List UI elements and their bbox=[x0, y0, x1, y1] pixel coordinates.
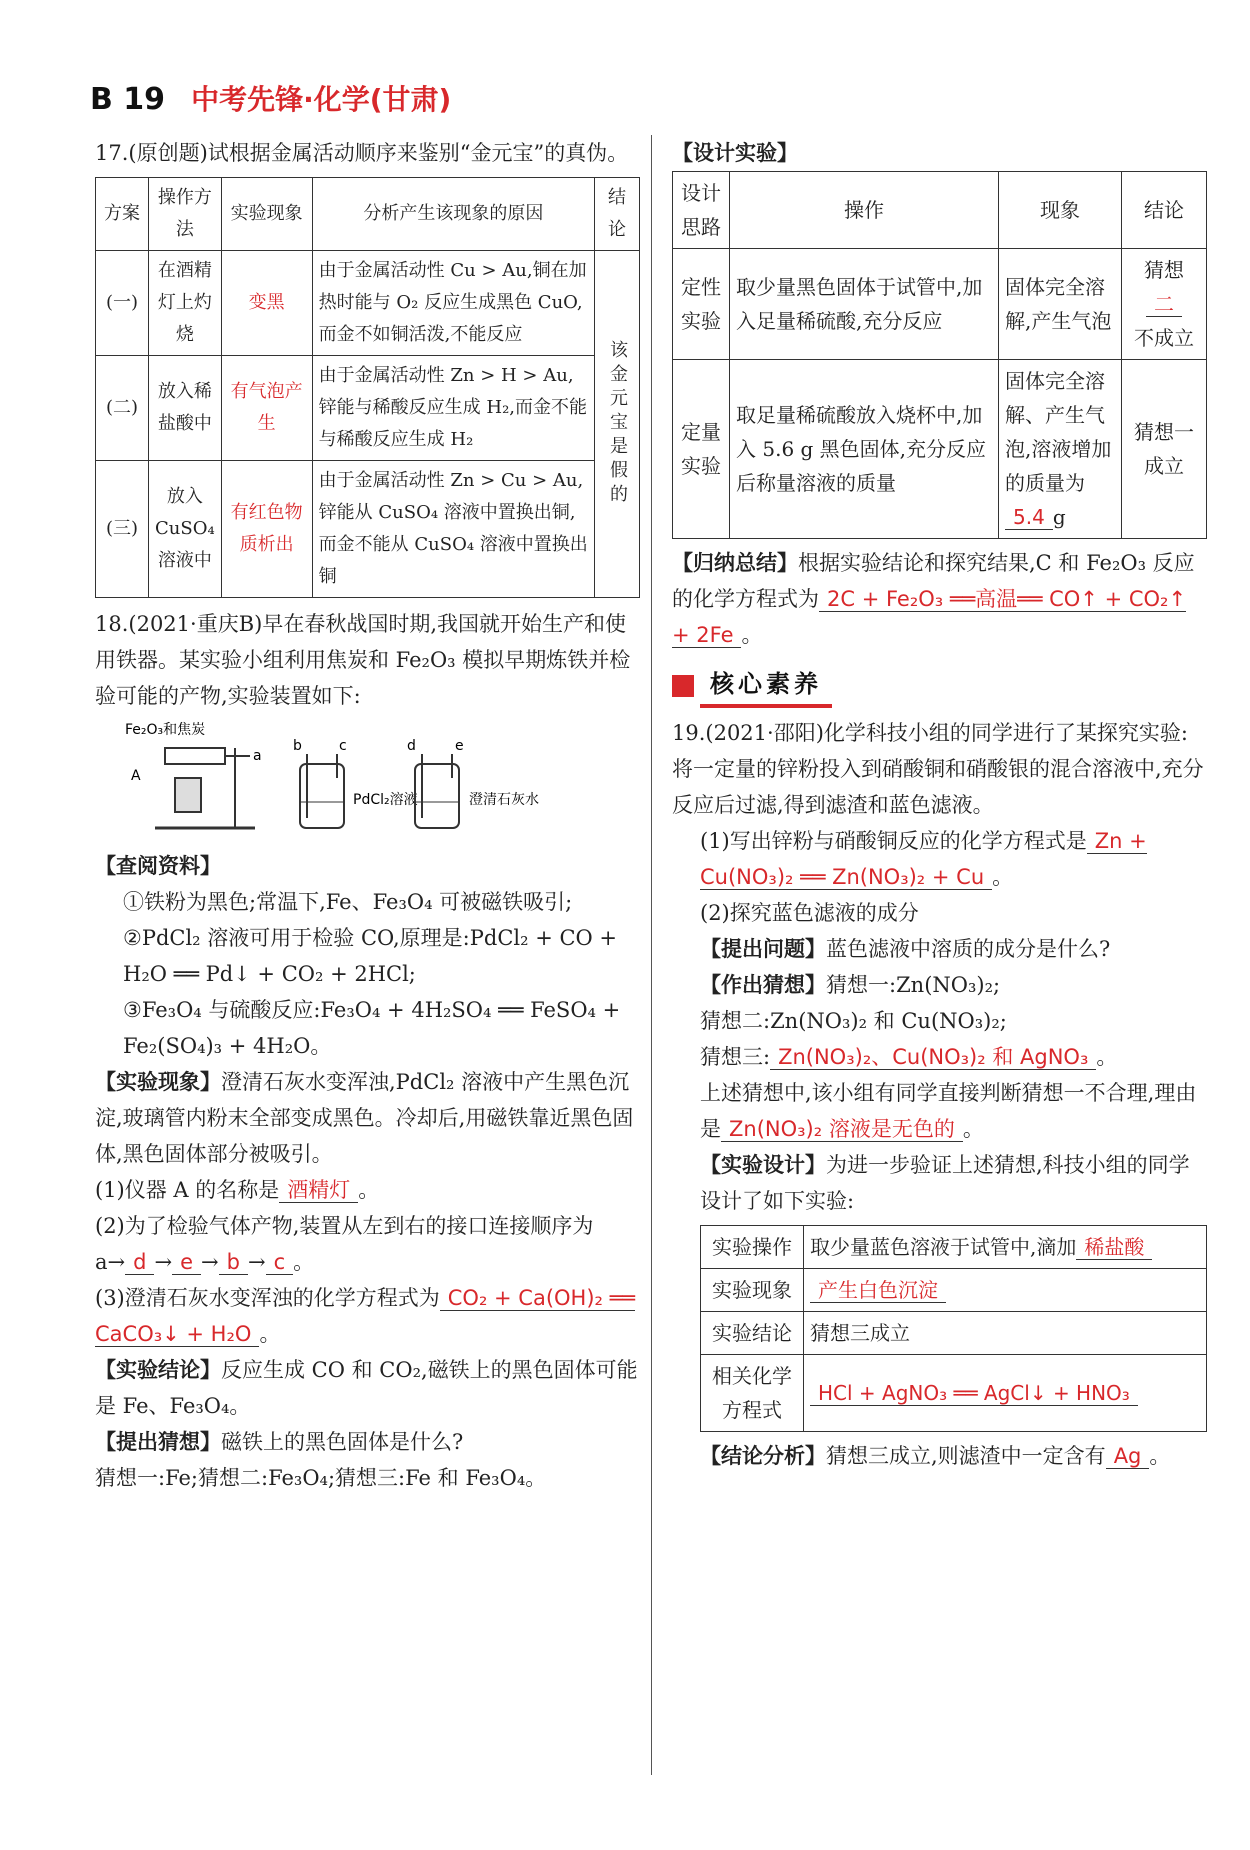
reason-text: 上述猜想中,该小组有同学直接判断猜想一不合理,理由是 bbox=[700, 1081, 1197, 1141]
phenomenon-paragraph bbox=[95, 1064, 640, 1172]
q19-stem: 19.(2021·邵阳)化学科技小组的同学进行了某探究实验:将一定量的锌粉投入到硝酸铜和硝酸银的混合溶液中,充分反应后过滤,得到滤渣和蓝色滤液。 bbox=[672, 721, 1204, 817]
design-tag: 【设计实验】 bbox=[672, 141, 798, 165]
phen-pre: 固体完全溶解、产生气泡,溶液增加的质量为 bbox=[1005, 369, 1112, 495]
key-cell: 实验结论 bbox=[701, 1312, 804, 1355]
info-1: ①铁粉为黑色;常温下,Fe、Fe₃O₄ 可被磁铁吸引; bbox=[123, 890, 573, 914]
banner-title: 核心素养 bbox=[700, 664, 832, 708]
question-text: 蓝色滤液中溶质的成分是什么? bbox=[826, 937, 1111, 961]
label-fe2o3: Fe₂O₃和焦炭 bbox=[125, 722, 206, 738]
guess-paragraph bbox=[95, 1424, 640, 1460]
op-cell: 在酒精灯上灼烧 bbox=[149, 251, 222, 356]
label-c: c bbox=[339, 738, 347, 754]
label-e: e bbox=[455, 738, 464, 754]
sub2-text: (2)为了检验气体产物,装置从左到右的接口连接顺序为 a→ bbox=[95, 1214, 594, 1274]
q19-table bbox=[700, 1225, 1207, 1432]
op-cell: 取足量稀硫酸放入烧杯中,加入 5.6 g 黑色固体,充分反应后称量溶液的质量 bbox=[730, 360, 999, 539]
idea-cell: 定量实验 bbox=[673, 360, 730, 539]
answer-blank: 二 bbox=[1146, 292, 1182, 317]
q18-sub2: (2)为了检验气体产物,装置从左到右的接口连接顺序为 a→ d → e → b → c 。 bbox=[95, 1214, 594, 1274]
answer-blank: 产生白色沉淀 bbox=[810, 1278, 946, 1303]
label-a: a bbox=[253, 748, 262, 764]
answer-blank: 稀盐酸 bbox=[1076, 1235, 1152, 1260]
answer-blank: d bbox=[125, 1250, 154, 1275]
reason-paragraph: 上述猜想中,该小组有同学直接判断猜想一不合理,理由是 Zn(NO₃)₂ 溶液是无色的 。 bbox=[700, 1081, 1197, 1141]
answer-blank: HCl + AgNO₃ ══ AgCl↓ + HNO₃ bbox=[810, 1381, 1138, 1406]
analysis-tag: 【结论分析】 bbox=[700, 1444, 826, 1468]
guess-paragraph bbox=[672, 967, 1207, 1003]
analysis-text: 猜想三成立,则滤渣中一定含有 bbox=[826, 1444, 1106, 1468]
phen-cell: 固体完全溶解,产生气泡 bbox=[999, 249, 1122, 360]
table-row bbox=[96, 461, 640, 598]
answer-blank: Zn + Cu(NO₃)₂ ══ Zn(NO₃)₂ + Cu bbox=[700, 829, 1147, 889]
left-column bbox=[95, 135, 640, 1496]
alcohol-lamp bbox=[175, 778, 201, 812]
concl-pre: 猜想 bbox=[1144, 258, 1184, 282]
plan-cell: (三) bbox=[96, 461, 149, 598]
answer-blank: Ag bbox=[1106, 1444, 1150, 1469]
conclusion-paragraph bbox=[95, 1352, 640, 1424]
plan-cell: (二) bbox=[96, 356, 149, 461]
answer-blank: 5.4 bbox=[1005, 505, 1053, 530]
summary-text: 根据实验结论和探究结果,C 和 Fe₂O₃ 反应的化学方程式为 bbox=[672, 551, 1195, 611]
header-cell: 结论 bbox=[1122, 172, 1207, 249]
phen-text: 澄清石灰水变浑浊,PdCl₂ 溶液中产生黑色沉淀,玻璃管内粉末全部变成黑色。冷却后,用磁铁靠近黑色固体,黑色固体部分被吸引。 bbox=[95, 1070, 634, 1166]
q18-stem: 18.(2021·重庆B)早在春秋战国时期,我国就开始生产和使用铁器。某实验小组利用焦炭和 Fe₂O₃ 模拟早期炼铁并检验可能的产物,实验装置如下: bbox=[95, 612, 631, 708]
label-d: d bbox=[407, 738, 416, 754]
guess-3: 猜想三: Zn(NO₃)₂、Cu(NO₃)₂ 和 AgNO₃ 。 bbox=[700, 1045, 1118, 1069]
table-row bbox=[701, 1269, 1207, 1312]
concl-text: 反应生成 CO 和 CO₂,磁铁上的黑色固体可能是 Fe、Fe₃O₄。 bbox=[95, 1358, 638, 1418]
info-section bbox=[95, 848, 640, 884]
sub1-text: (1)仪器 A 的名称是 bbox=[95, 1178, 280, 1202]
header-cell: 结论 bbox=[595, 178, 640, 251]
question-paragraph bbox=[672, 931, 1207, 967]
reason-cell: 由于金属活动性 Zn > Cu > Au,锌能从 CuSO₄ 溶液中置换出铜,而金不能从 CuSO₄ 溶液中置换出铜 bbox=[312, 461, 594, 598]
header-cell: 方案 bbox=[96, 178, 149, 251]
reason-cell: 由于金属活动性 Cu > Au,铜在加热时能与 O₂ 反应生成黑色 CuO,而金不如铜活泼,不能反应 bbox=[312, 251, 594, 356]
phen-cell: 有红色物质析出 bbox=[221, 461, 312, 598]
question-tag: 【提出问题】 bbox=[700, 937, 826, 961]
design-tag-line bbox=[672, 135, 1207, 171]
label-limewater: 澄清石灰水 bbox=[469, 792, 539, 808]
op-cell: 放入CuSO₄溶液中 bbox=[149, 461, 222, 598]
q17-stem: 17.(原创题)试根据金属活动顺序来鉴别“金元宝”的真伪。 bbox=[95, 141, 629, 165]
value-cell bbox=[804, 1226, 1207, 1269]
guess-2: 猜想二:Zn(NO₃)₂ 和 Cu(NO₃)₂; bbox=[700, 1009, 1007, 1033]
value-cell bbox=[804, 1355, 1207, 1432]
header-cell: 现象 bbox=[999, 172, 1122, 249]
q18-sub1: (1)仪器 A 的名称是 酒精灯 。 bbox=[95, 1178, 380, 1202]
phen-unit: g bbox=[1052, 505, 1066, 529]
sub3-text: (3)澄清石灰水变浑浊的化学方程式为 bbox=[95, 1286, 440, 1310]
label-a-lamp: A bbox=[131, 768, 141, 784]
apparatus-diagram bbox=[95, 718, 640, 838]
table-row bbox=[701, 1226, 1207, 1269]
q19-sub2: (2)探究蓝色滤液的成分 bbox=[700, 901, 919, 925]
phen-cell: 有气泡产生 bbox=[221, 356, 312, 461]
phen-tag: 【实验现象】 bbox=[95, 1070, 221, 1094]
apparatus-svg bbox=[125, 718, 595, 838]
table-header-row bbox=[96, 178, 640, 251]
key-cell: 实验现象 bbox=[701, 1269, 804, 1312]
column-divider bbox=[651, 135, 652, 1775]
answer-blank: b bbox=[219, 1250, 248, 1275]
key-cell: 相关化学方程式 bbox=[701, 1355, 804, 1432]
page-header bbox=[90, 78, 451, 118]
q19-sub1: (1)写出锌粉与硝酸铜反应的化学方程式是 Zn + Cu(NO₃)₂ ══ Zn(NO₃)₂ + Cu 。 bbox=[700, 829, 1147, 889]
header-cell: 操作 bbox=[730, 172, 999, 249]
table-row bbox=[673, 360, 1207, 539]
phen-cell bbox=[999, 360, 1122, 539]
header-cell: 实验现象 bbox=[221, 178, 312, 251]
label-pdcl2: PdCl₂溶液 bbox=[353, 792, 418, 808]
guess-question: 磁铁上的黑色固体是什么? bbox=[221, 1430, 464, 1454]
design-table bbox=[672, 171, 1207, 539]
page-number: B 19 bbox=[90, 82, 166, 117]
guess-list: 猜想一:Fe;猜想二:Fe₃O₄;猜想三:Fe 和 Fe₃O₄。 bbox=[95, 1466, 547, 1490]
answer-blank: 酒精灯 bbox=[279, 1178, 358, 1203]
glass-tube bbox=[165, 748, 225, 764]
right-column bbox=[672, 135, 1207, 1474]
info-2: ②PdCl₂ 溶液可用于检验 CO,原理是:PdCl₂ + CO + H₂O ══ Pd↓ + CO₂ + 2HCl; bbox=[123, 926, 618, 986]
table-row bbox=[701, 1355, 1207, 1432]
answer-blank: CO₂ + Ca(OH)₂ ══ CaCO₃↓ + H₂O bbox=[95, 1286, 635, 1346]
table-row bbox=[673, 249, 1207, 360]
key-cell: 实验操作 bbox=[701, 1226, 804, 1269]
op-cell: 放入稀盐酸中 bbox=[149, 356, 222, 461]
value-cell bbox=[804, 1269, 1207, 1312]
design-paragraph bbox=[672, 1147, 1207, 1219]
book-title: 中考先锋·化学(甘肃) bbox=[191, 83, 452, 116]
concl-cell bbox=[1122, 249, 1207, 360]
plan-cell: (一) bbox=[96, 251, 149, 356]
conclusion-analysis: 【结论分析】猜想三成立,则滤渣中一定含有 Ag 。 bbox=[700, 1444, 1171, 1468]
idea-cell: 定性实验 bbox=[673, 249, 730, 360]
sub1-text: (1)写出锌粉与硝酸铜反应的化学方程式是 bbox=[700, 829, 1087, 853]
phen-cell: 变黑 bbox=[221, 251, 312, 356]
concl-cell: 猜想一成立 bbox=[1122, 360, 1207, 539]
concl-post: 不成立 bbox=[1134, 326, 1194, 350]
answer-blank: 2C + Fe₂O₃ ══高温══ CO↑ + CO₂↑ + 2Fe bbox=[672, 587, 1187, 647]
design19-tag: 【实验设计】 bbox=[700, 1153, 826, 1177]
q18-sub3: (3)澄清石灰水变浑浊的化学方程式为 CO₂ + Ca(OH)₂ ══ CaCO₃↓ + H₂O 。 bbox=[95, 1286, 635, 1346]
reason-cell: 由于金属活动性 Zn > H > Au,锌能与稀酸反应生成 H₂,而金不能与稀酸反应生成 H₂ bbox=[312, 356, 594, 461]
header-cell: 分析产生该现象的原因 bbox=[312, 178, 594, 251]
table-row bbox=[701, 1312, 1207, 1355]
label-b: b bbox=[293, 738, 302, 754]
q17-table bbox=[95, 177, 640, 598]
answer-blank: Zn(NO₃)₂ 溶液是无色的 bbox=[721, 1117, 963, 1142]
design19-text: 为进一步验证上述猜想,科技小组的同学设计了如下实验: bbox=[700, 1153, 1190, 1213]
concl-tag: 【实验结论】 bbox=[95, 1358, 221, 1382]
value-cell: 猜想三成立 bbox=[804, 1312, 1207, 1355]
core-literacy-banner bbox=[672, 661, 1207, 711]
value-pre: 取少量蓝色溶液于试管中,滴加 bbox=[810, 1235, 1077, 1259]
guess-3-pre: 猜想三: bbox=[700, 1045, 771, 1069]
guess-tag: 【提出猜想】 bbox=[95, 1430, 221, 1454]
header-cell: 设计思路 bbox=[673, 172, 730, 249]
answer-blank: Zn(NO₃)₂、Cu(NO₃)₂ 和 AgNO₃ bbox=[770, 1045, 1096, 1070]
conclusion-cell: 该金元宝是假的 bbox=[595, 251, 640, 598]
banner-square-icon bbox=[672, 675, 694, 697]
summary-tag: 【归纳总结】 bbox=[672, 551, 798, 575]
summary-paragraph: 【归纳总结】根据实验结论和探究结果,C 和 Fe₂O₃ 反应的化学方程式为 2C + Fe₂O₃ ══高温══ CO↑ + CO₂↑ + 2Fe 。 bbox=[672, 551, 1195, 647]
header-cell: 操作方法 bbox=[149, 178, 222, 251]
guess-tag: 【作出猜想】 bbox=[700, 973, 826, 997]
info-tag: 【查阅资料】 bbox=[95, 854, 221, 878]
answer-blank: e bbox=[172, 1250, 201, 1275]
guess-1: 猜想一:Zn(NO₃)₂; bbox=[826, 973, 1001, 997]
table-row bbox=[96, 251, 640, 356]
info-3: ③Fe₃O₄ 与硫酸反应:Fe₃O₄ + 4H₂SO₄ ══ FeSO₄ + Fe₂(SO₄)₃ + 4H₂O。 bbox=[123, 998, 621, 1058]
table-row bbox=[96, 356, 640, 461]
op-cell: 取少量黑色固体于试管中,加入足量稀硫酸,充分反应 bbox=[730, 249, 999, 360]
table-header-row bbox=[673, 172, 1207, 249]
answer-blank: c bbox=[266, 1250, 294, 1275]
